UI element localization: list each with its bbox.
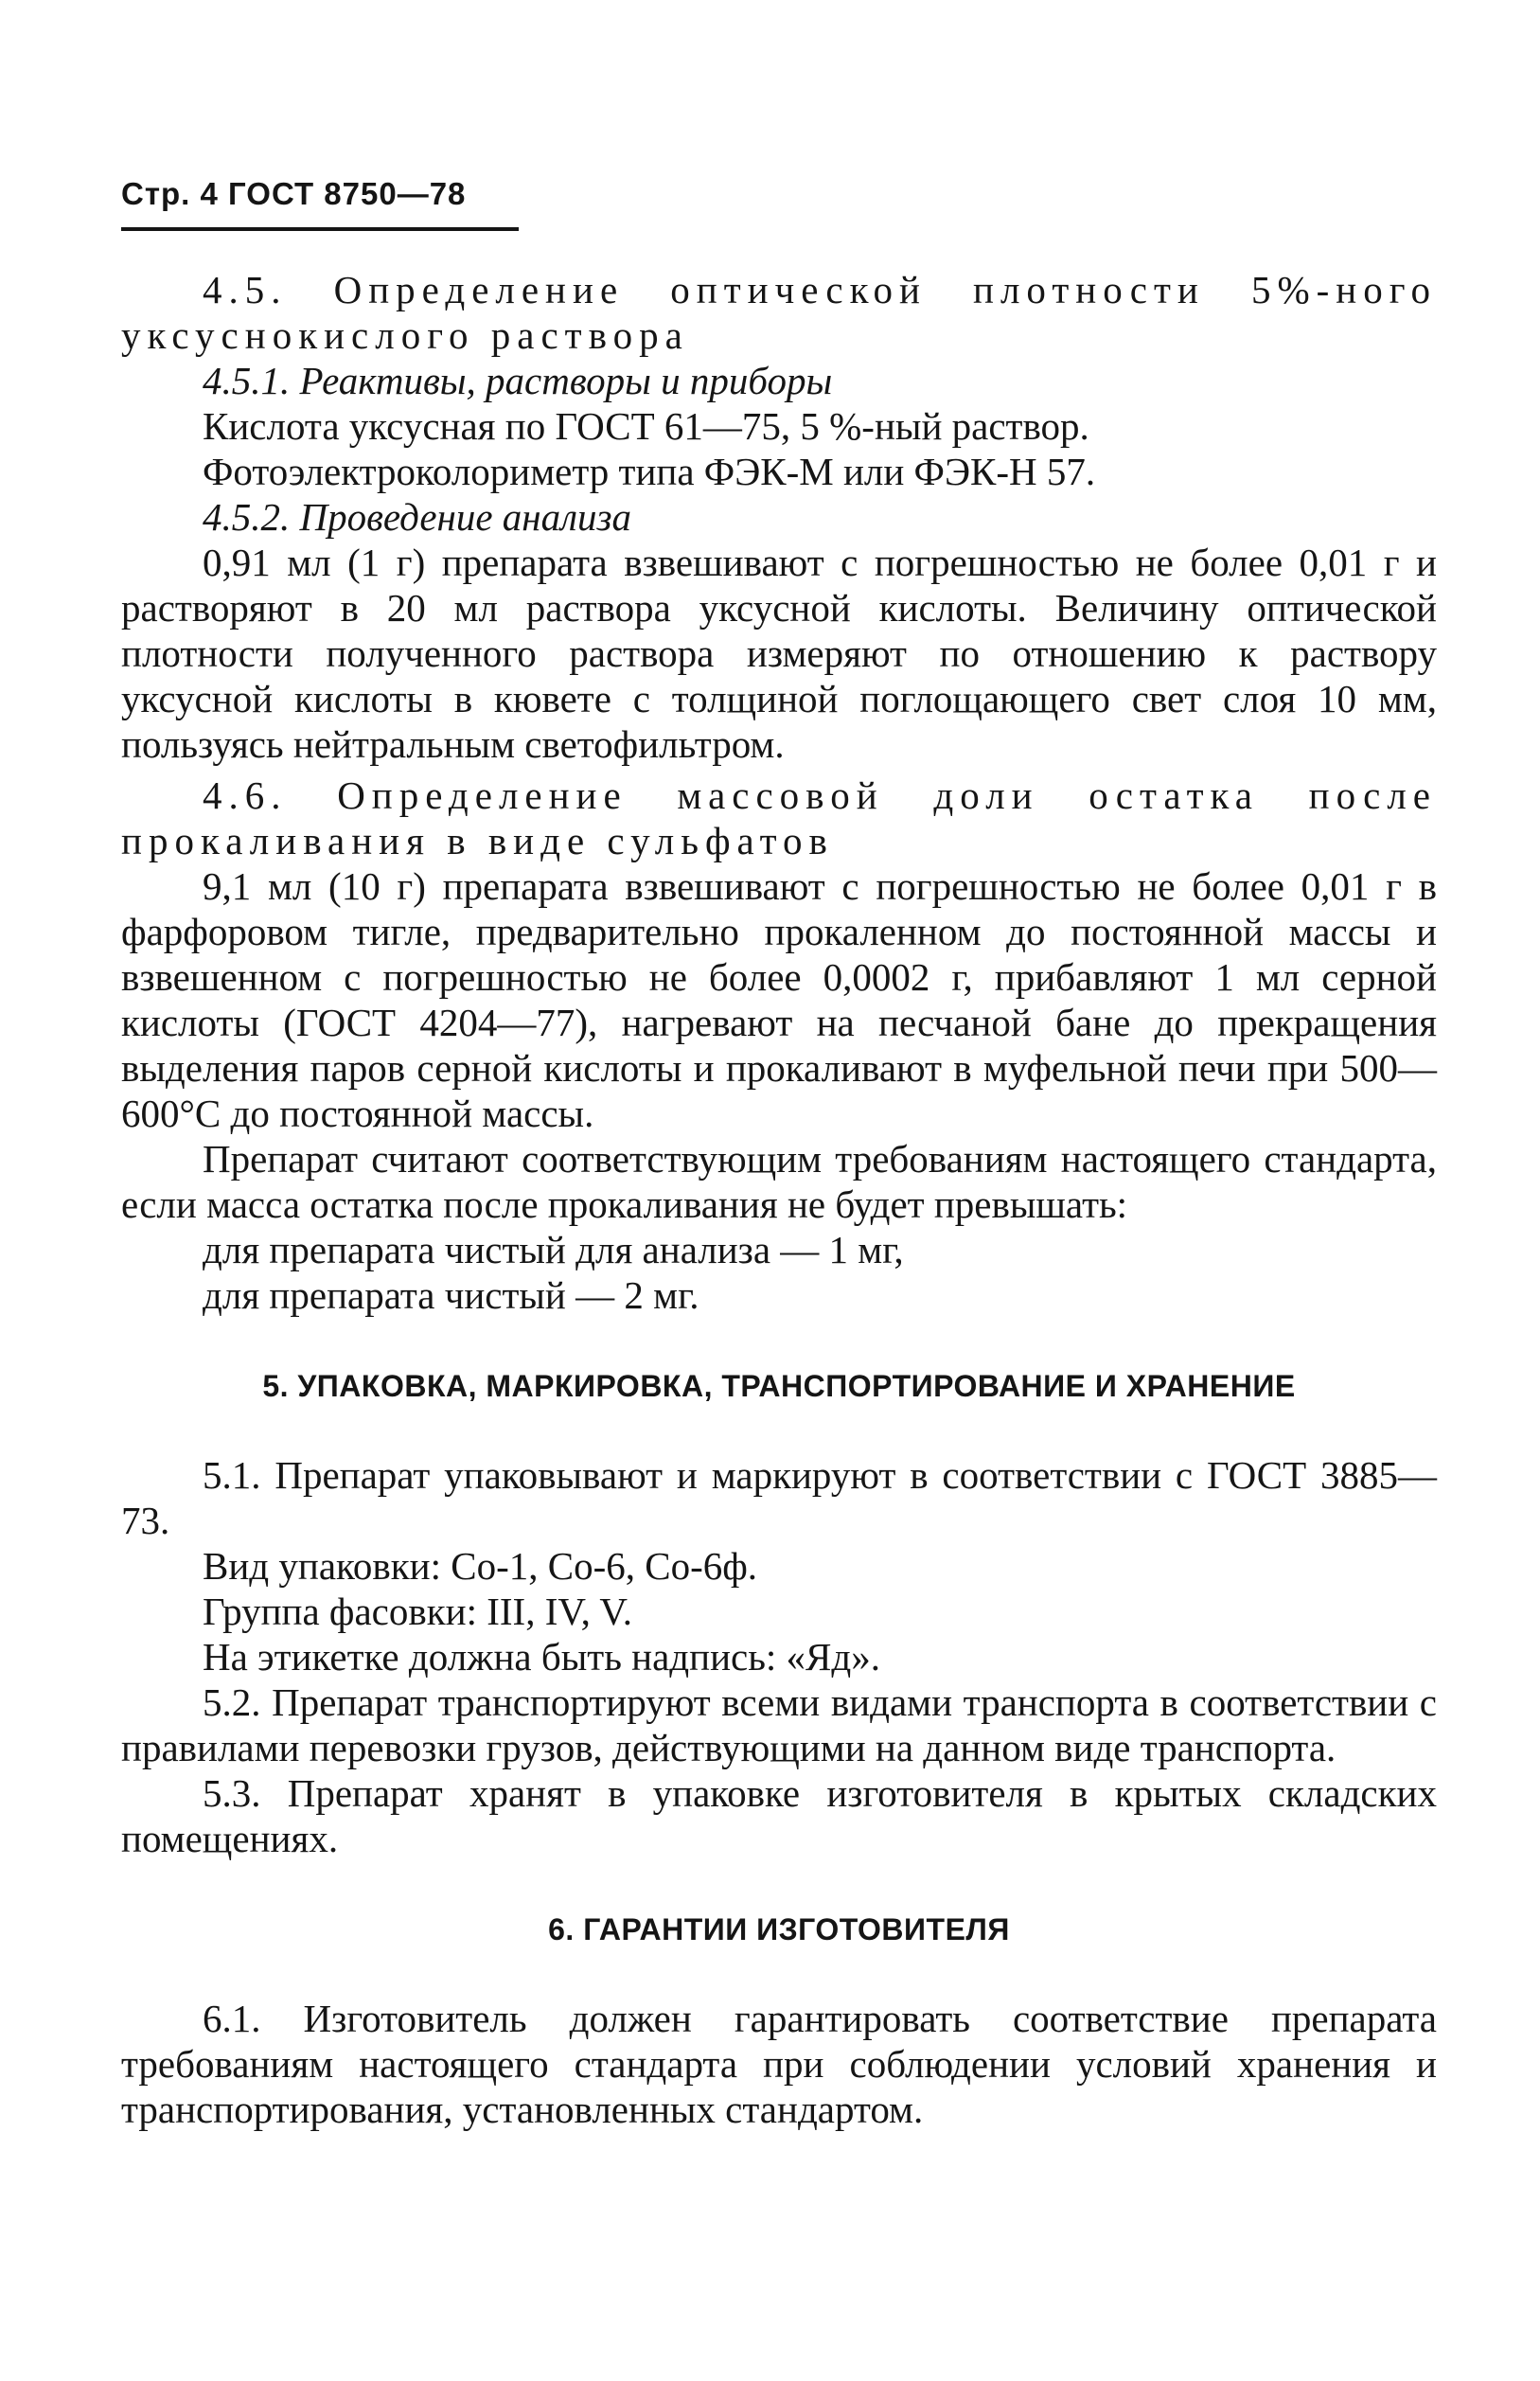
pack-type: Вид упаковки: Со-1, Со-6, Со-6ф. — [203, 1544, 758, 1588]
section-4-5-title: 4.5. Определение оптической плотности 5%-ного уксуснокислого раствора — [121, 268, 1437, 357]
document-body — [121, 267, 1437, 2132]
section-4-5-2-title: 4.5.2. Проведение анализа — [203, 495, 632, 539]
section-6-1: 6.1. Изготовитель должен гарантировать соответствие препарата требованиям настоящего стандарта при соблюдении условий хранения и транспортирования, установленных стандартом. — [121, 1997, 1437, 2131]
reagent-photometer: Фотоэлектроколориметр типа ФЭК-М или ФЭК-Н 57. — [203, 450, 1096, 493]
section-4-5-1-title: 4.5.1. Реактивы, растворы и приборы — [203, 359, 833, 402]
section-4-6-title: 4.6. Определение массовой доли остатка после прокаливания в виде сульфатов — [121, 773, 1437, 862]
section-5-3: 5.3. Препарат хранят в упаковке изготовителя в крытых складских помещениях. — [121, 1771, 1437, 1860]
pack-group: Группа фасовки: III, IV, V. — [203, 1590, 633, 1633]
limit-pure: для препарата чистый — 2 мг. — [203, 1273, 699, 1317]
section-6-heading: 6. ГАРАНТИИ ИЗГОТОВИТЕЛЯ — [548, 1912, 1010, 1946]
header-rule — [121, 227, 519, 231]
section-5-1: 5.1. Препарат упаковывают и маркируют в соответствии с ГОСТ 3885—73. — [121, 1453, 1437, 1542]
residue-requirement: Препарат считают соответствующим требованиям настоящего стандарта, если масса остатка после прокаливания не будет превышать: — [121, 1137, 1437, 1226]
section-5-heading: 5. УПАКОВКА, МАРКИРОВКА, ТРАНСПОРТИРОВАНИЕ И ХРАНЕНИЕ — [262, 1369, 1296, 1403]
section-5-2: 5.2. Препарат транспортируют всеми видами транспорта в соответствии с правилами перевозки грузов, действующими на данном виде транспорта. — [121, 1680, 1437, 1769]
analysis-procedure: 0,91 мл (1 г) препарата взвешивают с погрешностью не более 0,01 г и растворяют в 20 мл раствора уксусной кислоты. Величину оптической плотности полученного раствора измеряют по отношению к раствору уксусной кислоты в кювете с толщиной поглощающего свет слоя 10 мм, пользуясь нейтральным светофильтром. — [121, 541, 1437, 766]
label-text: На этикетке должна быть надпись: «Яд». — [203, 1635, 881, 1679]
running-head: Стр. 4 ГОСТ 8750—78 — [121, 176, 467, 211]
residue-procedure: 9,1 мл (10 г) препарата взвешивают с погрешностью не более 0,01 г в фарфоровом тигле, предварительно прокаленном до постоянной массы и взвешенном с погрешностью не более 0,0002 г, прибавляют 1 мл серной кислоты (ГОСТ 4204—77), нагревают на песчаной бане до прекращения выделения паров серной кислоты и прокаливают в муфельной печи при 500—600°С до постоянной массы. — [121, 864, 1437, 1135]
reagent-acid: Кислота уксусная по ГОСТ 61—75, 5 %-ный раствор. — [203, 404, 1089, 448]
limit-pure-analysis: для препарата чистый для анализа — 1 мг, — [203, 1228, 904, 1271]
